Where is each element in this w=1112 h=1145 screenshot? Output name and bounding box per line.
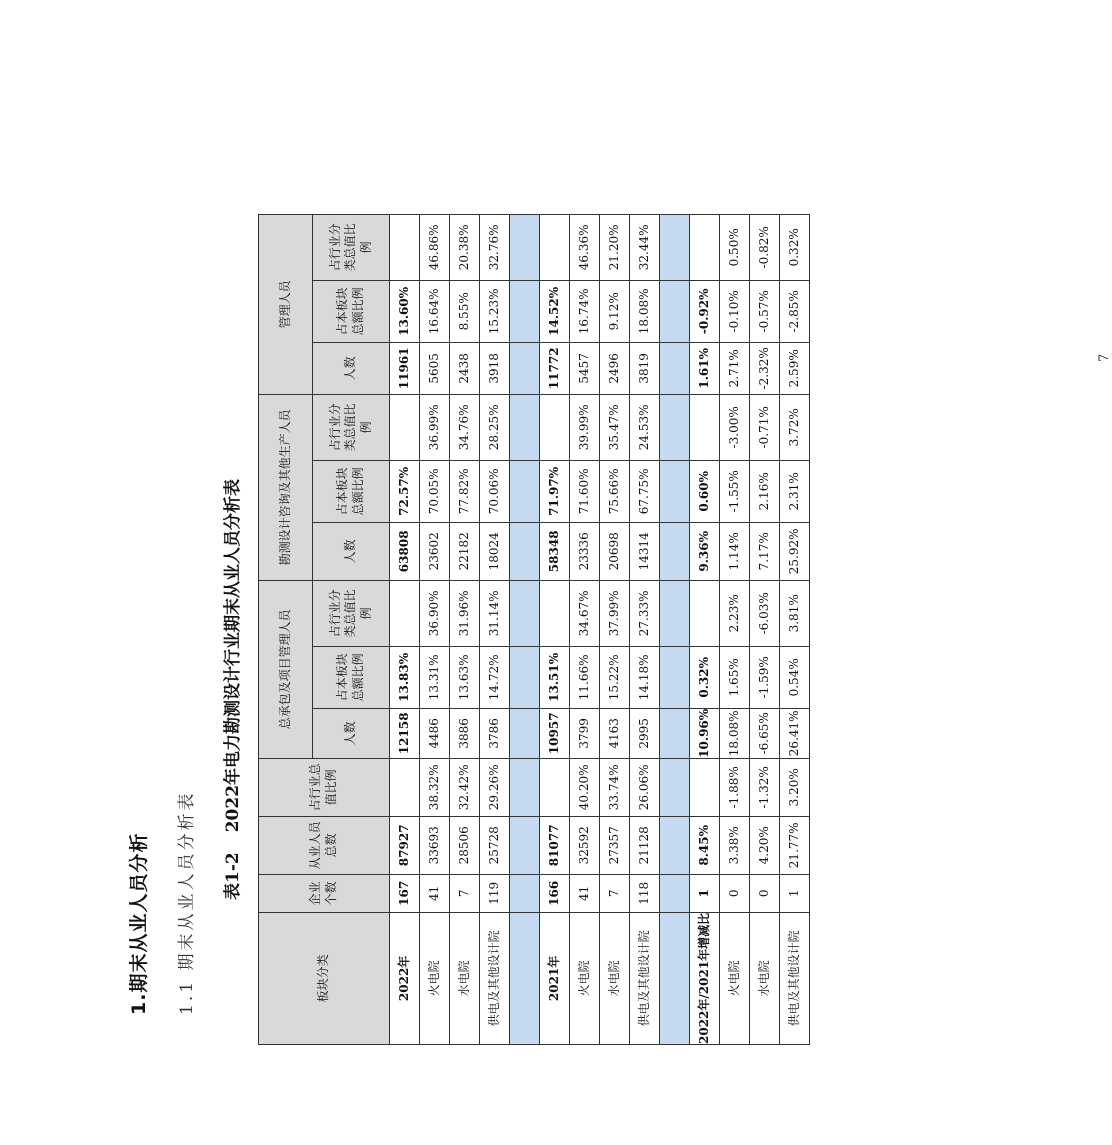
table-cell: 77.82% xyxy=(450,460,480,522)
table-cell: 35.47% xyxy=(600,394,630,460)
table-cell: 21128 xyxy=(630,816,660,874)
table-cell: 2.31% xyxy=(780,460,810,522)
table-cell: 2496 xyxy=(600,342,630,394)
separator-cell xyxy=(660,522,690,580)
subsection-heading: 1.1 期末从业人员分析表 xyxy=(177,790,197,1015)
row-label-cell: 火电院 xyxy=(570,912,600,1044)
table-cell: 119 xyxy=(480,874,510,912)
table-cell: 3.81% xyxy=(780,580,810,646)
separator-cell xyxy=(510,874,540,912)
table-cell xyxy=(690,394,720,460)
table-cell: 41 xyxy=(570,874,600,912)
table-cell: 2.59% xyxy=(780,342,810,394)
table-cell: 67.75% xyxy=(630,460,660,522)
table-cell: 4.20% xyxy=(750,816,780,874)
separator-cell xyxy=(510,758,540,816)
table-cell: 1 xyxy=(780,874,810,912)
table-row xyxy=(420,214,450,1044)
separator-cell xyxy=(510,580,540,646)
table-number: 表1-2 xyxy=(223,852,243,900)
table-cell: 11772 xyxy=(540,342,570,394)
table-cell xyxy=(390,394,420,460)
table-cell xyxy=(390,214,420,280)
table-cell: 3799 xyxy=(570,708,600,758)
table-cell: -0.92% xyxy=(690,280,720,342)
table-cell: 1.14% xyxy=(720,522,750,580)
header-sub-industry-share xyxy=(313,580,390,646)
table-cell: 24.53% xyxy=(630,394,660,460)
header-staff-total-label: 从业人员总数 xyxy=(308,821,338,870)
table-cell: 166 xyxy=(540,874,570,912)
staff-analysis-table xyxy=(258,214,810,1045)
header-sub-count-label: 人数 xyxy=(343,539,358,564)
table-cell: 1.65% xyxy=(720,646,750,708)
header-group-management: 管理人员 xyxy=(259,214,313,394)
table-row xyxy=(450,214,480,1044)
table-cell: 11.66% xyxy=(570,646,600,708)
separator-cell xyxy=(660,816,690,874)
table-cell: 26.06% xyxy=(630,758,660,816)
table-cell xyxy=(390,758,420,816)
table-total-row xyxy=(690,214,720,1044)
table-cell: 0.60% xyxy=(690,460,720,522)
separator-cell xyxy=(660,460,690,522)
table-cell: -2.85% xyxy=(780,280,810,342)
header-sub-segment-share xyxy=(313,460,390,522)
table-total-row xyxy=(540,214,570,1044)
separator-cell xyxy=(510,708,540,758)
table-cell: 3819 xyxy=(630,342,660,394)
table-cell: 0 xyxy=(750,874,780,912)
header-sub-count xyxy=(313,342,390,394)
separator-cell xyxy=(510,912,540,1044)
table-separator-row xyxy=(660,214,690,1044)
table-cell: 32.76% xyxy=(480,214,510,280)
table-cell: 10.96% xyxy=(690,708,720,758)
table-cell: 63808 xyxy=(390,522,420,580)
table-row xyxy=(720,214,750,1044)
table-cell: -0.71% xyxy=(750,394,780,460)
table-cell: 70.06% xyxy=(480,460,510,522)
header-sub-industry-share-label: 占行业分类总值比例 xyxy=(327,403,373,452)
separator-cell xyxy=(660,394,690,460)
table-total-row xyxy=(390,214,420,1044)
header-sub-industry-share-label: 占行业分类总值比例 xyxy=(327,589,373,638)
table-cell: 15.23% xyxy=(480,280,510,342)
row-label-cell: 2022年/2021年增减比 xyxy=(690,912,720,1044)
table-cell: 28.25% xyxy=(480,394,510,460)
table-cell: 81077 xyxy=(540,816,570,874)
header-sub-industry-share xyxy=(313,394,390,460)
table-cell: 0.32% xyxy=(780,214,810,280)
table-cell: -6.65% xyxy=(750,708,780,758)
header-company-count xyxy=(259,874,390,912)
table-cell: 0.32% xyxy=(690,646,720,708)
table-cell: 1.61% xyxy=(690,342,720,394)
table-row xyxy=(780,214,810,1044)
row-label-cell: 2022年 xyxy=(390,912,420,1044)
table-cell: 20.38% xyxy=(450,214,480,280)
separator-cell xyxy=(510,522,540,580)
page-number: 7 xyxy=(1097,353,1112,362)
header-group-design: 勘测设计咨询及其他生产人员 xyxy=(259,394,313,580)
table-cell: 14.72% xyxy=(480,646,510,708)
section-heading: 1.期末从业人员分析 xyxy=(128,832,150,1015)
table-cell xyxy=(690,758,720,816)
table-cell: 8.55% xyxy=(450,280,480,342)
table-cell: 3786 xyxy=(480,708,510,758)
table-cell: 118 xyxy=(630,874,660,912)
table-cell: 39.99% xyxy=(570,394,600,460)
table-row xyxy=(600,214,630,1044)
table-cell: 13.83% xyxy=(390,646,420,708)
table-cell xyxy=(540,214,570,280)
separator-cell xyxy=(660,580,690,646)
table-cell: 3.38% xyxy=(720,816,750,874)
header-sub-segment-share xyxy=(313,646,390,708)
table-cell: -1.55% xyxy=(720,460,750,522)
row-label-cell: 水电院 xyxy=(600,912,630,1044)
table-cell: 18.08% xyxy=(720,708,750,758)
separator-cell xyxy=(660,758,690,816)
header-sub-segment-share-label: 占本板块总额比例 xyxy=(335,467,365,516)
table-cell xyxy=(690,580,720,646)
table-cell: 26.41% xyxy=(780,708,810,758)
table-cell: 15.22% xyxy=(600,646,630,708)
table-cell: 46.36% xyxy=(570,214,600,280)
header-sub-segment-share-label: 占本板块总额比例 xyxy=(335,287,365,336)
table-cell: 27357 xyxy=(600,816,630,874)
table-cell: 5605 xyxy=(420,342,450,394)
table-cell: 7 xyxy=(450,874,480,912)
table-cell: 13.51% xyxy=(540,646,570,708)
table-cell: 75.66% xyxy=(600,460,630,522)
table-cell: -6.03% xyxy=(750,580,780,646)
header-sub-count-label: 人数 xyxy=(343,356,358,381)
table-cell: 7 xyxy=(600,874,630,912)
table-cell: 2.16% xyxy=(750,460,780,522)
table-cell: 21.77% xyxy=(780,816,810,874)
header-staff-total xyxy=(259,816,390,874)
table-cell: 12158 xyxy=(390,708,420,758)
table-cell: 23336 xyxy=(570,522,600,580)
separator-cell xyxy=(660,646,690,708)
header-sub-industry-share-label: 占行业分类总值比例 xyxy=(327,223,373,272)
table-cell: 3918 xyxy=(480,342,510,394)
table-cell: 3886 xyxy=(450,708,480,758)
table-cell: 9.12% xyxy=(600,280,630,342)
row-label-cell: 水电院 xyxy=(750,912,780,1044)
table-row xyxy=(570,214,600,1044)
table-cell: 46.86% xyxy=(420,214,450,280)
separator-cell xyxy=(660,280,690,342)
table-cell: 32.44% xyxy=(630,214,660,280)
row-label-cell: 2021年 xyxy=(540,912,570,1044)
table-cell: -0.10% xyxy=(720,280,750,342)
table-cell: 4163 xyxy=(600,708,630,758)
table-cell: 14314 xyxy=(630,522,660,580)
table-cell xyxy=(540,758,570,816)
table-cell: -3.00% xyxy=(720,394,750,460)
table-cell: 27.33% xyxy=(630,580,660,646)
table-cell: -1.88% xyxy=(720,758,750,816)
table-cell: 20698 xyxy=(600,522,630,580)
separator-cell xyxy=(510,280,540,342)
header-sub-segment-share-label: 占本板块总额比例 xyxy=(335,653,365,702)
header-sub-count xyxy=(313,708,390,758)
table-title: 2022年电力勘测设计行业期末从业人员分析表 xyxy=(223,478,243,833)
table-cell: 28506 xyxy=(450,816,480,874)
header-sub-count xyxy=(313,522,390,580)
table-cell: 16.64% xyxy=(420,280,450,342)
table-cell: 8.45% xyxy=(690,816,720,874)
table-cell: 32.42% xyxy=(450,758,480,816)
table-cell: 25.92% xyxy=(780,522,810,580)
table-cell: -2.32% xyxy=(750,342,780,394)
table-cell: -0.57% xyxy=(750,280,780,342)
row-label-cell: 供电及其他设计院 xyxy=(780,912,810,1044)
header-sub-industry-share xyxy=(313,214,390,280)
separator-cell xyxy=(510,460,540,522)
table-cell: 2.23% xyxy=(720,580,750,646)
table-cell: 14.18% xyxy=(630,646,660,708)
header-industry-share xyxy=(259,758,390,816)
table-cell: 11961 xyxy=(390,342,420,394)
separator-cell xyxy=(510,816,540,874)
table-cell: 25728 xyxy=(480,816,510,874)
header-sub-segment-share xyxy=(313,280,390,342)
table-cell: 167 xyxy=(390,874,420,912)
table-cell: 33.74% xyxy=(600,758,630,816)
table-cell: 58348 xyxy=(540,522,570,580)
table-cell: 32592 xyxy=(570,816,600,874)
table-cell: 13.63% xyxy=(450,646,480,708)
table-cell: 0 xyxy=(720,874,750,912)
table-cell: 41 xyxy=(420,874,450,912)
table-cell xyxy=(540,394,570,460)
table-cell xyxy=(690,214,720,280)
table-row xyxy=(750,214,780,1044)
table-cell: 7.17% xyxy=(750,522,780,580)
table-cell: 87927 xyxy=(390,816,420,874)
table-cell: 38.32% xyxy=(420,758,450,816)
separator-cell xyxy=(510,342,540,394)
row-label-cell: 水电院 xyxy=(450,912,480,1044)
rotated-page-content xyxy=(40,75,1112,1065)
separator-cell xyxy=(660,214,690,280)
table-cell: 72.57% xyxy=(390,460,420,522)
table-cell: 3.72% xyxy=(780,394,810,460)
table-cell: 2.71% xyxy=(720,342,750,394)
table-cell: -1.32% xyxy=(750,758,780,816)
table-cell: 31.14% xyxy=(480,580,510,646)
table-cell: 13.31% xyxy=(420,646,450,708)
separator-cell xyxy=(510,394,540,460)
table-cell: 0.54% xyxy=(780,646,810,708)
row-label-cell: 供电及其他设计院 xyxy=(480,912,510,1044)
table-cell: -1.59% xyxy=(750,646,780,708)
table-cell: 18.08% xyxy=(630,280,660,342)
table-cell: 3.20% xyxy=(780,758,810,816)
table-row xyxy=(630,214,660,1044)
table-cell: 36.99% xyxy=(420,394,450,460)
header-company-count-label: 企业个数 xyxy=(308,881,338,906)
table-cell: 10957 xyxy=(540,708,570,758)
table-cell: 2995 xyxy=(630,708,660,758)
header-industry-share-label: 占行业总值比例 xyxy=(308,763,338,812)
table-cell: 4486 xyxy=(420,708,450,758)
table-cell: 16.74% xyxy=(570,280,600,342)
row-label-cell: 火电院 xyxy=(720,912,750,1044)
row-label-cell: 供电及其他设计院 xyxy=(630,912,660,1044)
table-cell: -0.82% xyxy=(750,214,780,280)
row-label-cell: 火电院 xyxy=(420,912,450,1044)
table-cell: 29.26% xyxy=(480,758,510,816)
table-cell: 71.60% xyxy=(570,460,600,522)
table-caption xyxy=(218,479,243,900)
table-cell: 2438 xyxy=(450,342,480,394)
table-cell xyxy=(390,580,420,646)
separator-cell xyxy=(660,874,690,912)
separator-cell xyxy=(510,214,540,280)
table-cell: 14.52% xyxy=(540,280,570,342)
table-cell: 40.20% xyxy=(570,758,600,816)
header-category: 板块分类 xyxy=(259,912,390,1044)
table-row xyxy=(480,214,510,1044)
table-cell: 34.76% xyxy=(450,394,480,460)
table-cell: 18024 xyxy=(480,522,510,580)
table-cell xyxy=(540,580,570,646)
separator-cell xyxy=(660,342,690,394)
table-cell: 36.90% xyxy=(420,580,450,646)
table-cell: 0.50% xyxy=(720,214,750,280)
separator-cell xyxy=(660,708,690,758)
table-cell: 23602 xyxy=(420,522,450,580)
table-cell: 5457 xyxy=(570,342,600,394)
table-cell: 37.99% xyxy=(600,580,630,646)
table-cell: 71.97% xyxy=(540,460,570,522)
table-cell: 13.60% xyxy=(390,280,420,342)
header-sub-count-label: 人数 xyxy=(343,721,358,746)
table-cell: 9.36% xyxy=(690,522,720,580)
header-group-contracting: 总承包及项目管理人员 xyxy=(259,580,313,758)
table-cell: 34.67% xyxy=(570,580,600,646)
table-separator-row xyxy=(510,214,540,1044)
separator-cell xyxy=(660,912,690,1044)
table-cell: 21.20% xyxy=(600,214,630,280)
table-cell: 70.05% xyxy=(420,460,450,522)
separator-cell xyxy=(510,646,540,708)
table-cell: 33693 xyxy=(420,816,450,874)
table-cell: 1 xyxy=(690,874,720,912)
table-cell: 22182 xyxy=(450,522,480,580)
table-cell: 31.96% xyxy=(450,580,480,646)
